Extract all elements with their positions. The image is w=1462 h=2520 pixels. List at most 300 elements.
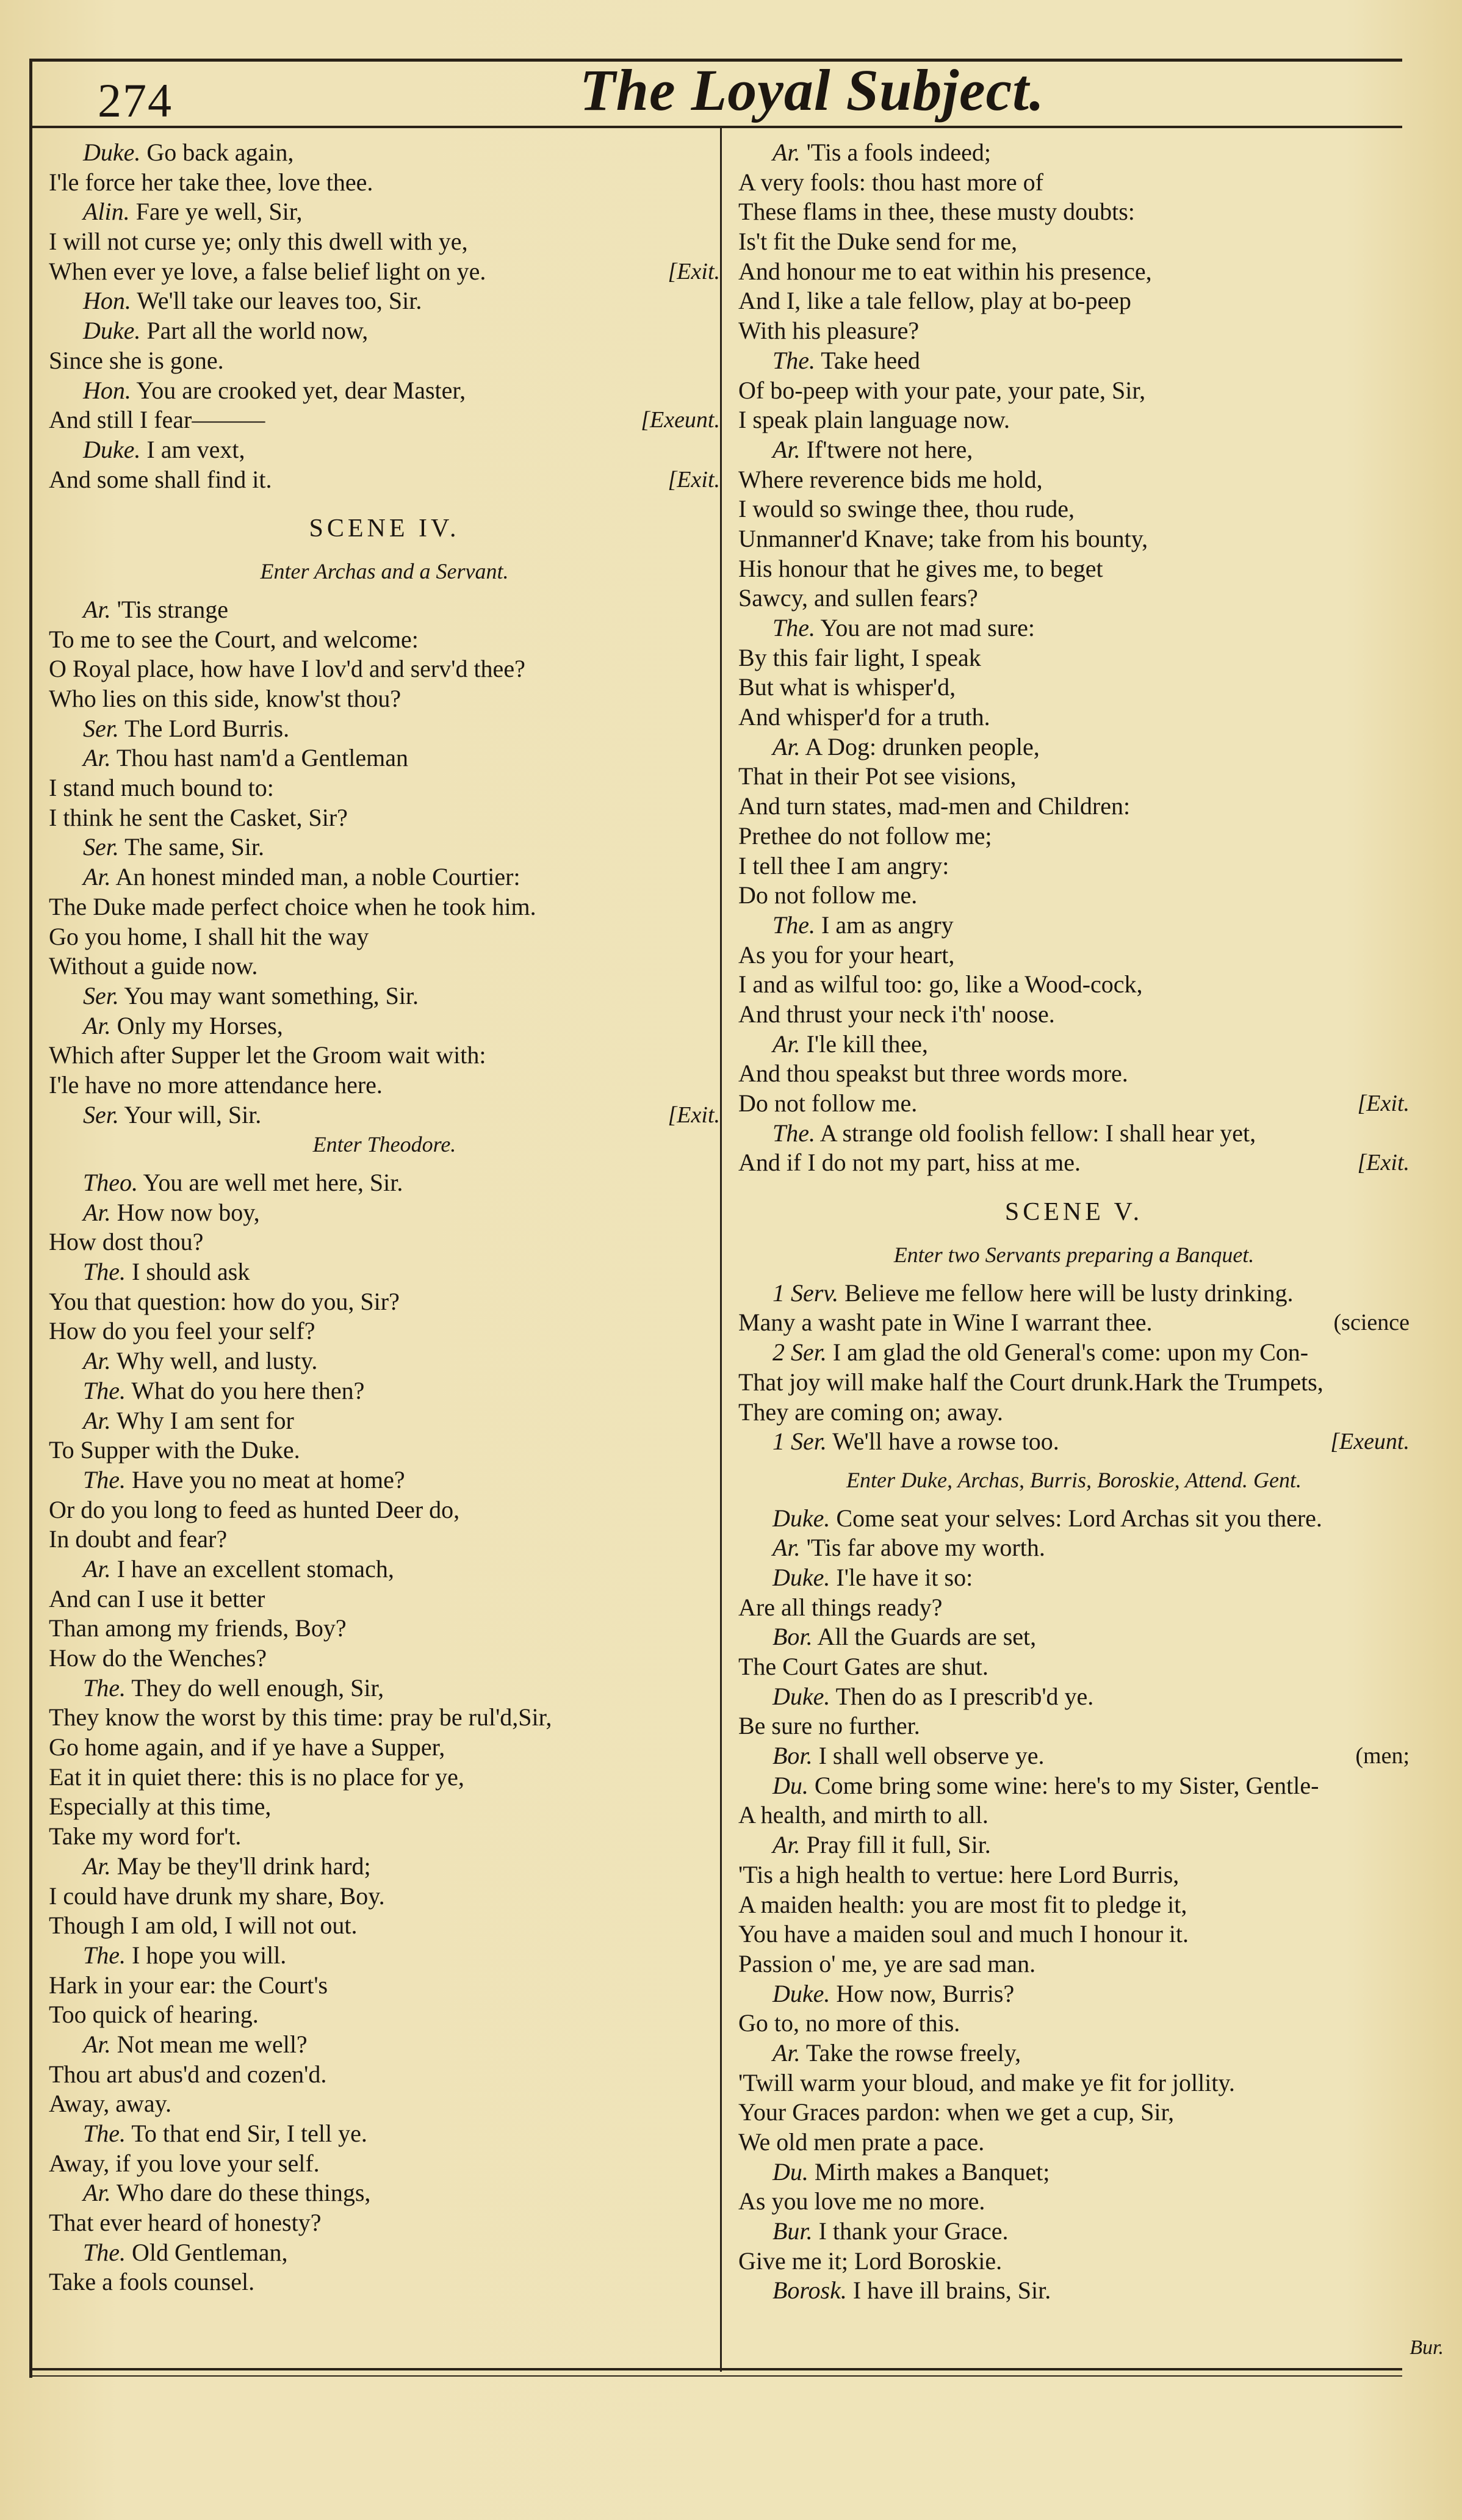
speaker-name: The. xyxy=(83,1673,126,1702)
speaker-name: Ar. xyxy=(83,744,111,772)
stage-direction-entrance: Enter Duke, Archas, Burris, Boroskie, Attend. Gent. xyxy=(846,1467,1302,1492)
line-text: Or do you long to feed as hunted Deer do, xyxy=(49,1495,460,1523)
verse-line xyxy=(49,1614,720,1644)
verse-line xyxy=(738,792,1410,821)
verse-line xyxy=(738,1919,1410,1949)
speech-line xyxy=(738,2217,1410,2247)
verse-line xyxy=(738,1089,1410,1119)
line-text: We old men prate a pace. xyxy=(738,2128,985,2156)
line-text: I am vext, xyxy=(140,435,245,463)
speech-line xyxy=(49,1100,720,1130)
line-text: Who lies on this side, know'st thou? xyxy=(49,685,402,712)
line-text: I would so swinge thee, thou rude, xyxy=(738,495,1075,523)
verse-line xyxy=(49,465,720,495)
speaker-name: Ar. xyxy=(83,1406,111,1434)
verse-line xyxy=(49,1070,720,1100)
verse-line xyxy=(738,673,1410,702)
line-text: To Supper with the Duke. xyxy=(49,1436,300,1464)
line-text: Do not follow me. xyxy=(738,881,918,909)
spacer xyxy=(738,1495,1410,1504)
line-text: You that question: how do you, Sir? xyxy=(49,1287,400,1315)
line-text: I speak plain language now. xyxy=(738,406,1010,434)
verse-line xyxy=(738,1711,1410,1741)
line-text: The Duke made perfect choice when he took him. xyxy=(49,892,536,920)
line-text: Which after Supper let the Groom wait with: xyxy=(49,1041,486,1069)
verse-line xyxy=(738,1308,1410,1338)
line-text: I have ill brains, Sir. xyxy=(846,2276,1051,2305)
verse-line xyxy=(49,257,720,287)
verse-line xyxy=(49,1763,720,1793)
verse-line xyxy=(49,1584,720,1614)
speech-line xyxy=(738,1741,1410,1771)
line-text: I'le have no more attendance here. xyxy=(49,1070,383,1099)
verse-line xyxy=(738,851,1410,881)
speech-line xyxy=(738,1030,1410,1060)
line-text: And I, like a tale fellow, play at bo-peep xyxy=(738,287,1131,315)
speech-line xyxy=(738,911,1410,940)
verse-line xyxy=(738,168,1410,198)
line-text: A maiden health: you are most fit to pledge it, xyxy=(738,1890,1187,1918)
verse-line xyxy=(49,2000,720,2030)
spacer xyxy=(738,1232,1410,1240)
line-text: I have an excellent stomach, xyxy=(110,1554,394,1583)
speech-line xyxy=(49,1198,720,1228)
verse-line xyxy=(738,554,1410,584)
line-text: These flams in thee, these musty doubts: xyxy=(738,198,1135,226)
exit-direction: [Exit. xyxy=(668,1102,720,1128)
line-text: Your will, Sir. xyxy=(118,1100,262,1128)
speaker-name: Ar. xyxy=(83,1198,111,1226)
verse-line xyxy=(49,1733,720,1763)
line-text: Why well, and lusty. xyxy=(110,1347,318,1375)
speech-line xyxy=(738,346,1410,376)
verse-line xyxy=(49,1882,720,1912)
line-text: A health, and mirth to all. xyxy=(738,1801,988,1829)
verse-line xyxy=(738,227,1410,257)
speaker-name: Ser. xyxy=(83,833,119,861)
verse-line xyxy=(738,376,1410,406)
speaker-name: Duke. xyxy=(772,1682,830,1710)
verse-line xyxy=(738,1148,1410,1178)
line-text: Old Gentleman, xyxy=(126,2238,288,2266)
line-text: Do not follow me. xyxy=(738,1089,918,1117)
line-text: I am as angry xyxy=(815,911,954,939)
line-text: Part all the world now, xyxy=(140,317,369,345)
verse-line xyxy=(738,316,1410,346)
line-text: Go you home, I shall hit the way xyxy=(49,922,369,950)
line-text: I will not curse ye; only this dwell with ye, xyxy=(49,228,468,256)
speaker-name: Theo. xyxy=(83,1169,138,1196)
line-text: We'll take our leaves too, Sir. xyxy=(131,287,422,315)
spacer xyxy=(738,1270,1410,1279)
verse-line xyxy=(49,346,720,376)
verse-line xyxy=(738,1398,1410,1428)
speech-line xyxy=(49,2178,720,2208)
line-text: By this fair light, I speak xyxy=(738,643,981,671)
verse-line xyxy=(49,1525,720,1554)
line-text: Your Graces pardon: when we get a cup, Sir, xyxy=(738,2098,1175,2126)
line-text: The same, Sir. xyxy=(118,833,265,861)
speaker-name: Ar. xyxy=(83,1011,111,1039)
verse-line xyxy=(49,803,720,833)
speaker-name: Ar. xyxy=(83,863,111,891)
speech-line xyxy=(738,2157,1410,2187)
line-text: They do well enough, Sir, xyxy=(126,1673,384,1702)
speaker-name: Ar. xyxy=(772,139,801,166)
line-text: And some shall find it. xyxy=(49,465,272,493)
verse-line xyxy=(49,654,720,684)
line-text: How now boy, xyxy=(110,1198,260,1226)
line-text: Take a fools counsel. xyxy=(49,2268,255,2296)
stage-direction-entrance: Enter Theodore. xyxy=(312,1132,456,1157)
line-text: What do you here then? xyxy=(126,1376,365,1404)
line-text: How do the Wenches? xyxy=(49,1644,267,1672)
verse-line xyxy=(738,2187,1410,2217)
verse-line xyxy=(49,951,720,981)
turnover-fragment: (science xyxy=(1333,1310,1410,1336)
speech-line xyxy=(738,1830,1410,1860)
verse-line xyxy=(738,970,1410,1000)
line-text: I could have drunk my share, Boy. xyxy=(49,1882,385,1910)
verse-line xyxy=(49,1435,720,1465)
line-text: Take the rowse freely, xyxy=(800,2038,1021,2067)
header-rule xyxy=(29,126,1402,128)
speech-line xyxy=(738,732,1410,762)
speech-line xyxy=(738,1979,1410,2009)
verse-line xyxy=(49,1822,720,1852)
line-text: I thank your Grace. xyxy=(812,2217,1009,2245)
verse-line xyxy=(738,494,1410,524)
line-text: Prethee do not follow me; xyxy=(738,821,992,850)
speech-line xyxy=(49,832,720,862)
line-text: Unmanner'd Knave; take from his bounty, xyxy=(738,524,1148,552)
verse-line xyxy=(738,1949,1410,1979)
verse-line xyxy=(738,881,1410,911)
line-text: I stand much bound to: xyxy=(49,774,274,802)
line-text: May be they'll drink hard; xyxy=(110,1852,371,1880)
verse-line xyxy=(738,821,1410,851)
speaker-name: Duke. xyxy=(83,139,141,166)
verse-line xyxy=(49,2060,720,2090)
exit-direction: [Exit. xyxy=(1357,1091,1410,1116)
speaker-name: The. xyxy=(772,346,815,374)
bottom-rule xyxy=(29,2368,1402,2370)
speaker-name: 2 Ser. xyxy=(772,1338,827,1367)
line-text: O Royal place, how have I lov'd and serv'd thee? xyxy=(49,655,525,683)
line-text: You are crooked yet, dear Master, xyxy=(131,376,466,404)
line-text: 'Twill warm your bloud, and make ye fit for jollity. xyxy=(738,2068,1235,2096)
speech-line xyxy=(738,1279,1410,1309)
speech-line xyxy=(49,862,720,892)
speech-line xyxy=(738,1338,1410,1368)
line-text: A very fools: thou hast more of xyxy=(738,168,1043,196)
line-text: I tell thee I am angry: xyxy=(738,851,949,879)
line-text: An honest minded man, a noble Courtier: xyxy=(110,863,520,891)
verse-line xyxy=(49,168,720,198)
verse-line xyxy=(738,702,1410,732)
verse-line xyxy=(738,465,1410,495)
line-text: Come bring some wine: here's to my Sister, Gentle- xyxy=(808,1771,1319,1799)
line-text: As you love me no more. xyxy=(738,2187,985,2215)
line-text: And honour me to eat within his presence, xyxy=(738,257,1152,285)
line-text: You have a maiden soul and much I honour it. xyxy=(738,1920,1189,1948)
speech-line xyxy=(738,2038,1410,2068)
speaker-name: Du. xyxy=(772,2157,808,2186)
speech-line xyxy=(738,435,1410,465)
speech-line xyxy=(49,595,720,625)
speaker-name: Duke. xyxy=(83,317,141,345)
verse-line xyxy=(49,1644,720,1673)
line-text: Not mean me well? xyxy=(110,2030,308,2058)
line-text: Have you no meat at home? xyxy=(126,1465,405,1493)
page-number: 274 xyxy=(98,74,173,127)
line-text: Of bo-peep with your pate, your pate, Sir, xyxy=(738,376,1146,404)
column-divider xyxy=(720,126,722,2372)
line-text: Give me it; Lord Boroskie. xyxy=(738,2247,1003,2275)
line-text: That ever heard of honesty? xyxy=(49,2209,322,2237)
verse-line xyxy=(738,524,1410,554)
line-text: A Dog: drunken people, xyxy=(800,732,1040,760)
line-text: And thou speakst but three words more. xyxy=(738,1060,1128,1088)
verse-line xyxy=(738,2098,1410,2128)
line-text: To that end Sir, I tell ye. xyxy=(126,2120,367,2147)
speaker-name: Duke. xyxy=(83,435,141,463)
line-text: Why I am sent for xyxy=(110,1406,294,1434)
line-text: Where reverence bids me hold, xyxy=(738,465,1043,493)
line-text: I hope you will. xyxy=(126,1941,287,1969)
verse-line xyxy=(49,1495,720,1525)
line-text: Go home again, and if ye have a Supper, xyxy=(49,1733,445,1761)
speech-line xyxy=(49,743,720,773)
line-text: How now, Burris? xyxy=(830,1979,1015,2007)
speaker-name: Ser. xyxy=(83,1100,119,1128)
speaker-name: Ar. xyxy=(772,1831,801,1859)
scene-heading: SCENE V. xyxy=(1004,1198,1143,1227)
left-border-rule xyxy=(29,59,32,2378)
line-text: I think he sent the Casket, Sir? xyxy=(49,803,348,831)
verse-line xyxy=(49,2267,720,2297)
speaker-name: The. xyxy=(83,2120,126,2147)
speaker-name: Hon. xyxy=(83,287,131,315)
speech-line xyxy=(738,1533,1410,1563)
speech-line xyxy=(738,1682,1410,1712)
speech-line xyxy=(49,435,720,465)
line-text: Sawcy, and sullen fears? xyxy=(738,584,978,612)
speaker-name: Ser. xyxy=(83,714,119,742)
line-text: I should ask xyxy=(126,1258,250,1286)
line-text: Is't fit the Duke send for me, xyxy=(738,228,1018,256)
line-text: How do you feel your self? xyxy=(49,1317,315,1345)
verse-line xyxy=(738,1800,1410,1830)
verse-line xyxy=(49,1911,720,1941)
line-text: I shall well observe ye. xyxy=(812,1742,1045,1770)
speaker-name: Alin. xyxy=(83,198,130,226)
verse-line xyxy=(738,1890,1410,1920)
verse-line xyxy=(49,684,720,714)
line-text: In doubt and fear? xyxy=(49,1525,228,1553)
line-text: They are coming on; away. xyxy=(738,1398,1003,1426)
catchword: Bur. xyxy=(1410,2336,1444,2359)
line-text: Away, if you love your self. xyxy=(49,2149,320,2177)
speaker-name: Bor. xyxy=(772,1623,813,1651)
exit-direction: [Exit. xyxy=(668,466,720,493)
verse-line xyxy=(738,257,1410,287)
speech-line xyxy=(738,1119,1410,1149)
verse-line xyxy=(738,1000,1410,1030)
speaker-name: Duke. xyxy=(772,1504,830,1532)
speech-line xyxy=(49,981,720,1011)
line-text: Come seat your selves: Lord Archas sit you there. xyxy=(830,1504,1322,1532)
verse-line xyxy=(49,405,720,435)
exit-direction: [Exit. xyxy=(668,258,720,284)
line-text: Take my word for't. xyxy=(49,1822,242,1850)
line-text: I'le force her take thee, love thee. xyxy=(49,168,373,196)
line-text: I'le have it so: xyxy=(830,1563,973,1591)
speaker-name: The. xyxy=(83,1941,126,1969)
line-text: Pray fill it full, Sir. xyxy=(800,1831,991,1859)
verse-line xyxy=(738,940,1410,970)
speaker-name: Ar. xyxy=(772,732,801,760)
verse-line xyxy=(49,2208,720,2238)
turnover-fragment: (men; xyxy=(1355,1743,1410,1769)
line-text: Take heed xyxy=(815,346,920,374)
speaker-name: The. xyxy=(772,1119,815,1147)
speaker-name: The. xyxy=(772,614,815,641)
speaker-name: 1 Serv. xyxy=(772,1279,839,1307)
speech-line xyxy=(49,197,720,227)
speaker-name: Duke. xyxy=(772,1979,830,2007)
exit-direction: [Exit. xyxy=(1357,1150,1410,1176)
line-text: If'twere not here, xyxy=(800,435,973,463)
speaker-name: Bor. xyxy=(772,1742,813,1770)
speech-line xyxy=(49,1376,720,1406)
speaker-name: The. xyxy=(83,1465,126,1493)
line-text: And still I fear——— xyxy=(49,406,265,434)
line-text: That joy will make half the Court drunk.Hark the Trumpets, xyxy=(738,1368,1323,1396)
stage-direction-entrance: Enter two Servants preparing a Banquet. xyxy=(893,1243,1255,1268)
line-text: Only my Horses, xyxy=(110,1011,283,1039)
speech-line xyxy=(738,2276,1410,2306)
speaker-name: Ar. xyxy=(83,2179,111,2207)
speaker-name: Ar. xyxy=(83,1347,111,1375)
verse-line xyxy=(49,1316,720,1346)
line-text: I and as wilful too: go, like a Wood-cock, xyxy=(738,970,1143,998)
speaker-name: The. xyxy=(83,1258,126,1286)
line-text: We'll have a rowse too. xyxy=(826,1428,1059,1456)
line-text: And if I do not my part, hiss at me. xyxy=(738,1149,1081,1177)
verse-line xyxy=(738,286,1410,316)
speech-line xyxy=(738,138,1410,168)
verse-line xyxy=(738,2247,1410,2276)
line-text: Since she is gone. xyxy=(49,346,224,374)
verse-line xyxy=(49,1703,720,1733)
speech-line xyxy=(49,1011,720,1041)
verse-line xyxy=(738,2128,1410,2157)
speech-line xyxy=(738,613,1410,643)
line-text: Away, away. xyxy=(49,2090,172,2118)
line-text: I am glad the old General's come: upon my Con- xyxy=(826,1338,1309,1367)
line-text: All the Guards are set, xyxy=(812,1623,1037,1651)
verse-line xyxy=(738,2068,1410,2098)
speech-line xyxy=(49,376,720,406)
running-title: The Loyal Subject. xyxy=(580,57,1045,123)
speaker-name: Ar. xyxy=(83,595,111,623)
speech-line xyxy=(738,1771,1410,1801)
speech-line xyxy=(49,1346,720,1376)
line-text: Without a guide now. xyxy=(49,952,258,980)
speech-line xyxy=(49,2238,720,2268)
line-text: Thou art abus'd and cozen'd. xyxy=(49,2060,327,2088)
speaker-name: Ar. xyxy=(772,435,801,463)
speech-line xyxy=(49,1406,720,1436)
speech-line xyxy=(49,1554,720,1584)
speech-line xyxy=(49,1673,720,1703)
line-text: A strange old foolish fellow: I shall hear yet, xyxy=(815,1119,1256,1147)
speech-line xyxy=(738,1504,1410,1534)
speaker-name: Ar. xyxy=(83,1554,111,1583)
spacer xyxy=(49,494,720,509)
line-text: I'le kill thee, xyxy=(800,1030,928,1058)
speaker-name: The. xyxy=(83,1376,126,1404)
speaker-name: The. xyxy=(83,2238,126,2266)
verse-line xyxy=(49,2149,720,2179)
verse-line xyxy=(738,583,1410,613)
line-text: Especially at this time, xyxy=(49,1793,272,1821)
line-text: You are not mad sure: xyxy=(815,614,1035,641)
bottom-rule-2 xyxy=(29,2375,1402,2377)
scene-heading: SCENE IV. xyxy=(309,514,460,543)
spacer xyxy=(738,1457,1410,1465)
line-text: That in their Pot see visions, xyxy=(738,762,1017,790)
verse-line xyxy=(738,1860,1410,1890)
verse-line xyxy=(738,643,1410,673)
speaker-name: 1 Ser. xyxy=(772,1428,827,1456)
line-text: How dost thou? xyxy=(49,1228,204,1256)
line-text: 'Tis strange xyxy=(110,595,228,623)
speech-line xyxy=(49,1168,720,1198)
speech-line xyxy=(49,286,720,316)
line-text: And can I use it better xyxy=(49,1584,265,1612)
verse-line xyxy=(49,773,720,803)
line-text: And thrust your neck i'th' noose. xyxy=(738,1000,1055,1028)
line-text: When ever ye love, a false belief light on ye. xyxy=(49,257,486,285)
verse-line xyxy=(738,1059,1410,1089)
verse-line xyxy=(738,405,1410,435)
speech-line xyxy=(49,2030,720,2060)
line-text: 'Tis a fools indeed; xyxy=(800,139,991,166)
line-text: The Lord Burris. xyxy=(118,714,290,742)
line-text: Mirth makes a Banquet; xyxy=(808,2157,1050,2186)
speaker-name: Ar. xyxy=(83,1852,111,1880)
line-text: Are all things ready? xyxy=(738,1593,943,1621)
speaker-name: Ar. xyxy=(83,2030,111,2058)
speaker-name: Ar. xyxy=(772,2038,801,2067)
line-text: His honour that he gives me, to beget xyxy=(738,554,1103,582)
spacer xyxy=(49,587,720,595)
speech-line xyxy=(738,1622,1410,1652)
speech-line xyxy=(49,2119,720,2149)
speaker-name: Bur. xyxy=(772,2217,813,2245)
speech-line xyxy=(49,1852,720,1882)
verse-line xyxy=(738,1652,1410,1682)
stage-direction-entrance: Enter Archas and a Servant. xyxy=(260,559,509,584)
speaker-name: Ar. xyxy=(772,1030,801,1058)
line-text: Be sure no further. xyxy=(738,1712,920,1740)
left-column xyxy=(49,138,720,2297)
line-text: Then do as I prescrib'd ye. xyxy=(830,1682,1094,1710)
verse-line xyxy=(738,197,1410,227)
line-text: But what is whisper'd, xyxy=(738,673,956,701)
